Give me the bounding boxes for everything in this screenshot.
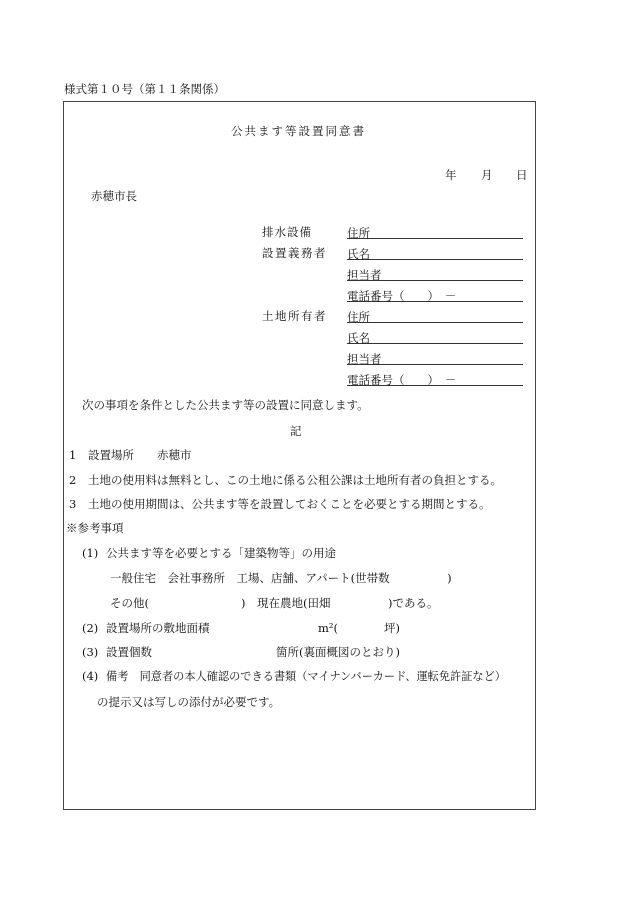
ref-2-number: (2) xyxy=(82,621,99,635)
date-year: 年 xyxy=(445,168,457,182)
obligor-phone-field[interactable] xyxy=(347,287,523,302)
field-label: 住所 xyxy=(347,310,370,324)
field-label: 住所 xyxy=(347,226,370,240)
obligor-label-line2: 設置義務者 xyxy=(262,246,327,260)
landowner-address-field[interactable] xyxy=(347,308,523,323)
item-1-text: 設置場所 赤穂市 xyxy=(88,448,192,462)
item-2-text: 土地の使用料は無料とし、この土地に係る公租公課は土地所有者の負担とする。 xyxy=(88,473,502,487)
field-label: 担当者 xyxy=(347,352,382,366)
obligor-name-field[interactable] xyxy=(347,245,523,260)
ref-2-unit: m²( 坪) xyxy=(318,621,400,635)
field-label: 電話番号（ ） － xyxy=(347,289,457,303)
landowner-name-field[interactable] xyxy=(347,329,523,344)
field-label: 氏名 xyxy=(347,331,370,345)
ref-4-number: (4) xyxy=(82,669,99,683)
date-day: 日 xyxy=(516,168,528,182)
document-title: 公共ます等設置同意書 xyxy=(231,124,366,138)
ref-1-other-line: その他( ) 現在農地(田畑 )である。 xyxy=(110,596,439,610)
item-3-number: 3 xyxy=(69,497,77,511)
ref-4-line1: 備考 同意者の本人確認のできる書類（マイナンバーカード、運転免許証など） xyxy=(106,670,506,683)
obligor-address-field[interactable] xyxy=(347,224,523,239)
form-number: 様式第１０号（第１１条関係） xyxy=(64,82,225,96)
ref-3-number: (3) xyxy=(82,645,99,659)
addressee: 赤穂市長 xyxy=(91,189,137,203)
landowner-contact-field[interactable] xyxy=(347,350,523,365)
field-label: 担当者 xyxy=(347,268,382,282)
ref-3-label: 設置個数 xyxy=(106,645,152,659)
landowner-label: 土地所有者 xyxy=(262,309,327,323)
ref-4-line2: の提示又は写しの添付が必要です。 xyxy=(97,695,281,709)
field-label: 電話番号（ ） － xyxy=(347,373,457,387)
item-2-number: 2 xyxy=(69,473,77,487)
consent-statement: 次の事項を条件とした公共ます等の設置に同意します。 xyxy=(82,398,369,412)
item-1-number: 1 xyxy=(69,448,77,462)
ref-2-label: 設置場所の敷地面積 xyxy=(106,621,210,635)
item-3-text: 土地の使用期間は、公共ます等を設置しておくことを必要とする期間とする。 xyxy=(88,497,491,511)
ref-1-number: (1) xyxy=(82,546,99,560)
obligor-label-line1: 排水設備 xyxy=(262,225,312,239)
date-month: 月 xyxy=(481,168,493,182)
landowner-phone-field[interactable] xyxy=(347,371,523,386)
obligor-contact-field[interactable] xyxy=(347,266,523,281)
ref-3-unit: 箇所(裏面概図のとおり) xyxy=(276,645,400,659)
ref-1-usage-line: 一般住宅 会社事務所 工場、店舗、アパート(世帯数 ) xyxy=(110,571,452,585)
reference-heading: ※参考事項 xyxy=(66,521,124,535)
ki-marker: 記 xyxy=(290,424,302,438)
field-label: 氏名 xyxy=(347,247,370,261)
ref-1-text: 公共ます等を必要とする「建築物等」の用途 xyxy=(106,546,336,560)
